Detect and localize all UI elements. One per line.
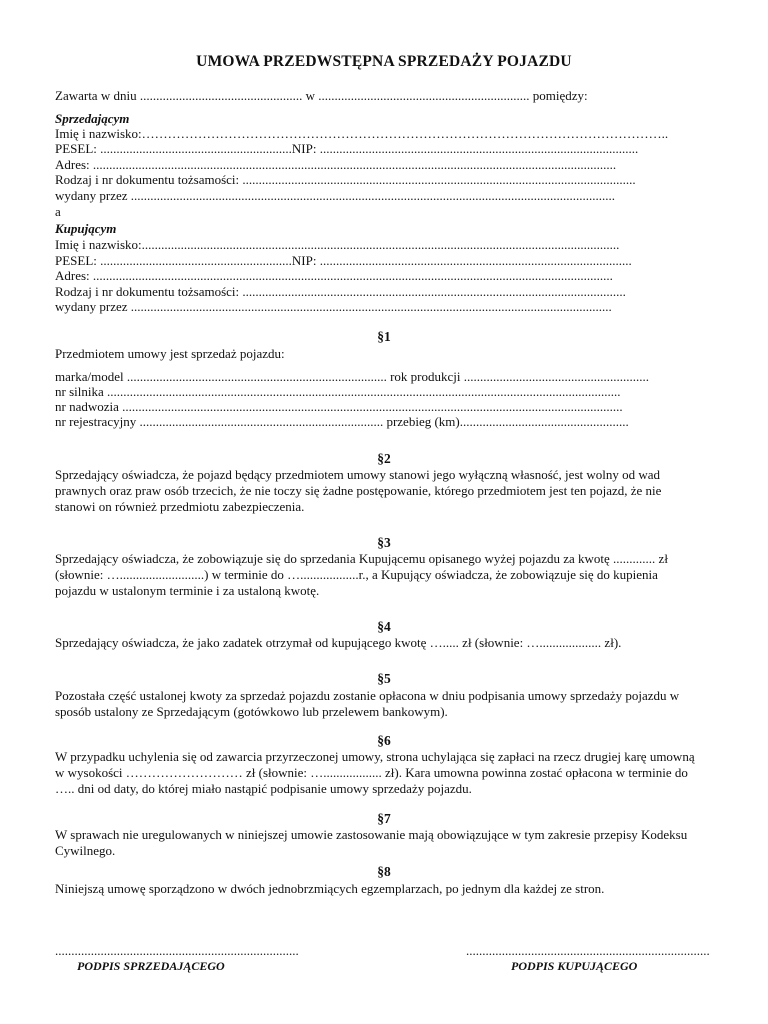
section-2-heading: §2 [377,451,391,466]
buyer-heading: Kupującym [55,221,117,236]
seller-signature-label: PODPIS SPRZEDAJĄCEGO [77,959,225,973]
intro-line: Zawarta w dniu .................................................. w ................................................................. pomiędzy: [55,88,588,103]
section-7-text: W sprawach nie uregulowanych w niniejszej umowie zastosowanie mają obowiązujące w tym zakresie przepisy Kodeksu Cywilnego. [55,827,688,858]
buyer-name-field: Imię i nazwisko:................................................................................................................................................... [55,237,620,252]
vehicle-make-model-field: marka/model ................................................................................ rok produkcji ......................................................... [55,369,649,384]
section-6-heading: §6 [377,733,391,748]
buyer-signature-label: PODPIS KUPUJĄCEGO [511,959,638,973]
section-1-heading: §1 [377,329,391,344]
section-3-text: Sprzedający oświadcza, że zobowiązuje się do sprzedania Kupującemu opisanego wyżej pojazdu za kwotę ............. zł (słownie: …..........................) w terminie do …..................r., a Kupujący oświadcza, że zobowiązuje się do kupienia pojazdu w ustalonym terminie i za ustaloną kwotę. [55,551,668,598]
section-3-heading: §3 [377,535,391,550]
section-4-heading: §4 [377,619,391,634]
vehicle-engine-number-field: nr silnika .............................................................................................................................................................. [55,384,621,399]
section-5-text: Pozostała część ustalonej kwoty za sprzedaż pojazdu zostanie opłacona w dniu podpisania umowy sprzedaży pojazdu w sposób ustalony ze Sprzedającym (gotówkowo lub przelewem bankowym). [55,688,680,719]
buyer-signature-line: ........................................................................... [466,943,710,958]
section-8-text: Niniejszą umowę sporządzono w dwóch jednobrzmiących egzemplarzach, po jednym dla każdej ze stron. [55,881,605,896]
buyer-id-document-field: Rodzaj i nr dokumentu tożsamości: ...................................................................................................................... [55,284,626,299]
seller-heading: Sprzedającym [55,111,130,126]
section-6-text: W przypadku uchylenia się od zawarcia przyrzeczonej umowy, strona uchylająca się zapłaci na rzecz drugiej karę umowną w wysokości ……………………… zł (słownie: ….................. zł). Kara umowna powinna zostać opłacona w terminie do ….. dni od daty, do której miało nastąpić podpisanie umowy sprzedaży pojazdu. [55,749,695,796]
vehicle-registration-field: nr rejestracyjny ........................................................................... przebieg (km).................................................... [55,414,629,429]
section-1-text: Przedmiotem umowy jest sprzedaż pojazdu: [55,346,285,361]
vehicle-body-number-field: nr nadwozia .......................................................................................................................................................... [55,399,623,414]
seller-signature-line: ........................................................................... [55,943,299,958]
section-8-heading: §8 [377,864,391,879]
seller-pesel-nip-field: PESEL: ...........................................................NIP: .................................................................................................. [55,141,639,156]
document-title: UMOWA PRZEDWSTĘPNA SPRZEDAŻY POJAZDU [196,53,572,70]
seller-id-document-field: Rodzaj i nr dokumentu tożsamości: ......................................................................................................................... [55,172,636,187]
section-4-text: Sprzedający oświadcza, że jako zadatek otrzymał od kupującego kwotę …..... zł (słownie: …................... zł). [55,635,622,650]
buyer-address-field: Adres: ................................................................................................................................................................ [55,268,613,283]
seller-name-field: Imię i nazwisko:………………………………………………………………………………………………………….. [55,126,669,141]
seller-address-field: Adres: ................................................................................................................................................................. [55,157,617,172]
seller-issued-by-field: wydany przez ..................................................................................................................................................... [55,188,616,203]
section-5-heading: §5 [377,671,391,686]
conjunction-a: a [55,204,61,219]
buyer-pesel-nip-field: PESEL: ...........................................................NIP: ................................................................................................ [55,253,632,268]
buyer-issued-by-field: wydany przez .................................................................................................................................................... [55,299,612,314]
section-2-text: Sprzedający oświadcza, że pojazd będący przedmiotem umowy stanowi jego wyłączną własność, jest wolny od wad prawnych oraz praw osób trzecich, że nie toczy się żadne postępowanie, którego przedmiotem jest ten pojazd, że nie stanowi on również przedmiotu zabezpieczenia. [55,467,662,514]
section-7-heading: §7 [377,811,391,826]
